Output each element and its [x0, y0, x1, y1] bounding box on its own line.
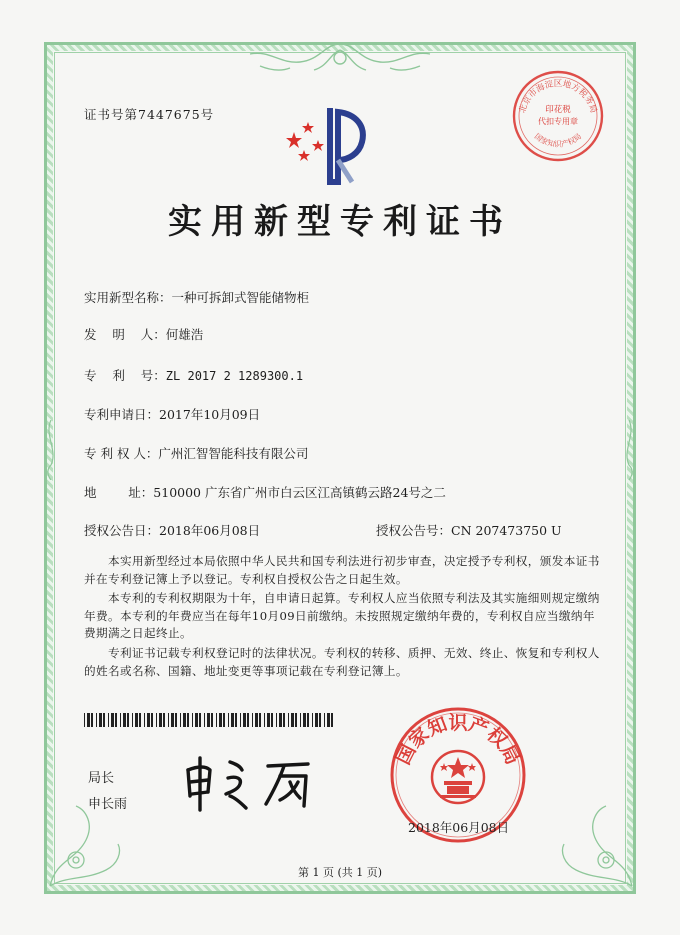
paragraph-term-and-fees: 本专利的专利权期限为十年，自申请日起算。专利权人应当依照专利法及其实施细则规定缴纳年费。本专利的年费应当在每年10月09日前缴纳。未按照规定缴纳年费的，专利权自应当缴纳年费期满之日起终止。: [84, 591, 600, 640]
field-value: CN 207473750 U: [451, 523, 562, 538]
field-value: 2017年10月09日: [159, 407, 261, 422]
field-utility-model-name: [84, 288, 309, 306]
svg-text:国家知识产权局: [533, 132, 583, 149]
seal-org-text: 国家知识产权局: [392, 712, 524, 769]
certificate-title: 实用新型专利证书: [168, 202, 512, 242]
paragraph-legal-status: 专利证书记载专利权登记时的法律状况。专利权的转移、质押、无效、终止、恢复和专利权人的姓名或名称、国籍、地址变更等事项记载在专利登记簿上。: [84, 646, 600, 678]
field-application-date: [84, 405, 260, 423]
seal-date: 2018年06月08日: [408, 820, 510, 835]
field-patent-number: [84, 366, 303, 384]
field-label: 专 利 号：: [84, 368, 166, 383]
field-value: 何雄浩: [165, 327, 204, 342]
field-label: 发 明 人：: [84, 327, 166, 342]
tax-stamp-line1: 印花税: [545, 105, 571, 115]
field-label: 地 址：: [84, 485, 154, 500]
tax-stamp-line2: 代扣专用章: [538, 117, 578, 126]
paragraph-grant-decision: 本实用新型经过本局依照中华人民共和国专利法进行初步审查，决定授予专利权，颁发本证书并在专利登记簿上予以登记。专利权自授权公告之日起生效。: [84, 554, 600, 586]
field-grant-number: [376, 521, 562, 539]
certificate-number: 证书号第7447675号: [84, 107, 215, 122]
field-value: 广州汇智智能科技有限公司: [158, 446, 309, 461]
handwritten-signature-icon: [180, 752, 340, 812]
side-ornament-left-icon: [44, 420, 58, 480]
field-label: 授权公告号：: [376, 523, 452, 538]
signature-printed-name: 申长雨: [88, 797, 128, 812]
field-label: 专利申请日：: [84, 407, 160, 422]
field-value: 2018年06月08日: [159, 523, 261, 538]
field-patentee: [84, 444, 308, 462]
tax-stamp-bottom-text: 国家知识产权局: [532, 131, 584, 149]
field-grant-date: [84, 521, 260, 539]
field-value: 一种可拆卸式智能储物柜: [171, 290, 310, 305]
signature-title: 局长: [88, 771, 115, 786]
field-label: 授权公告日：: [84, 523, 160, 538]
field-inventor: [84, 325, 203, 343]
top-ornament-icon: [230, 40, 450, 76]
tax-stamp-icon: [510, 68, 606, 164]
field-label: 实用新型名称：: [84, 290, 172, 305]
tax-stamp-ring-text: 北京市海淀区地方税务局: [517, 78, 599, 115]
patent-office-logo-icon: [282, 102, 382, 186]
field-label: 专 利 权 人：: [84, 446, 159, 461]
side-ornament-right-icon: [622, 420, 636, 480]
page-number: 第 1 页 (共 1 页): [297, 866, 383, 879]
barcode-icon: [84, 713, 334, 727]
field-address: [84, 483, 446, 501]
field-value: ZL 2017 2 1289300.1: [165, 369, 304, 383]
field-value: 510000 广东省广州市白云区江高镇鹤云路24号之二: [153, 485, 446, 500]
